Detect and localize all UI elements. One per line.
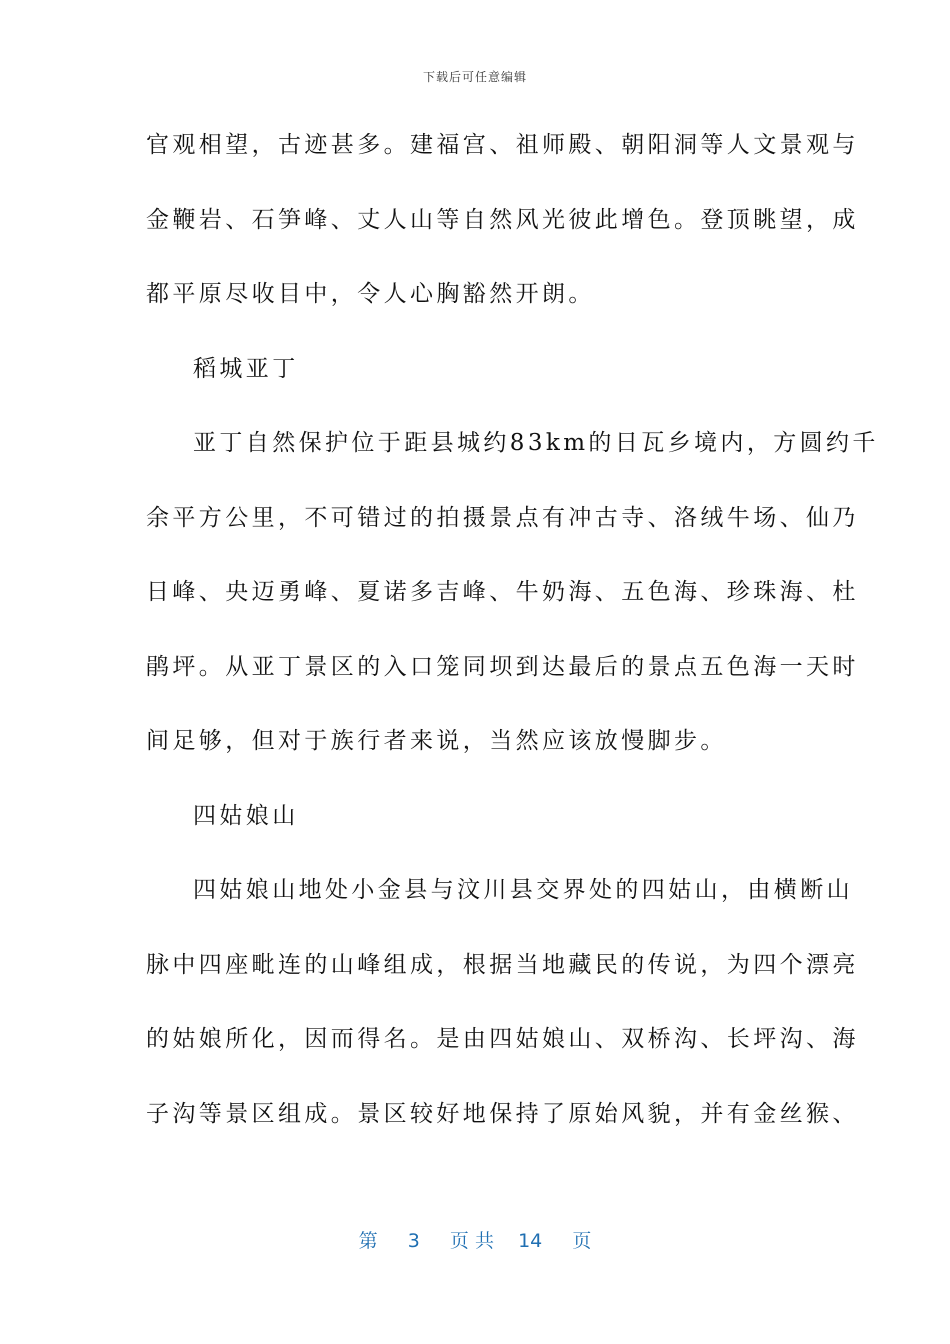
page-footer: [0, 1226, 950, 1253]
paragraph-line: 官观相望，古迹甚多。建福宫、祖师殿、朝阳洞等人文景观与: [146, 132, 859, 158]
footer-total-pages: 14: [518, 1230, 543, 1252]
footer-current-page: 3: [407, 1230, 420, 1252]
footer-suffix: 页: [572, 1230, 592, 1252]
paragraph-line: 脉中四座毗连的山峰组成，根据当地藏民的传说，为四个漂亮: [146, 951, 859, 978]
paragraph-line: 日峰、央迈勇峰、夏诺多吉峰、牛奶海、五色海、珍珠海、杜: [146, 579, 859, 605]
paragraph-line: 四姑娘山地处小金县与汶川县交界处的四姑山，由横断山: [193, 877, 853, 903]
section-heading-siguniang-mountain: 四姑娘山: [193, 802, 299, 829]
footer-prefix: 第: [358, 1230, 378, 1252]
section-heading-daocheng-yading: 稻城亚丁: [193, 355, 299, 382]
paragraph-line: 间足够，但对于族行者来说，当然应该放慢脚步。: [146, 728, 727, 754]
paragraph-line: 金鞭岩、石笋峰、丈人山等自然风光彼此增色。登顶眺望，成: [146, 206, 859, 233]
footer-middle: 页 共: [449, 1230, 494, 1252]
paragraph-line: 子沟等景区组成。景区较好地保持了原始风貌，并有金丝猴、: [146, 1100, 859, 1127]
paragraph-line: 鹃坪。从亚丁景区的入口笼同坝到达最后的景点五色海一天时: [146, 653, 859, 680]
paragraph-line: 亚丁自然保护位于距县城约83km的日瓦乡境内，方圆约千: [193, 430, 879, 456]
paragraph-line: 余平方公里，不可错过的拍摄景点有冲古寺、洛绒牛场、仙乃: [146, 504, 859, 531]
paragraph-line: 都平原尽收目中，令人心胸豁然开朗。: [146, 281, 595, 307]
page-header: 下载后可任意编辑: [422, 70, 527, 84]
paragraph-line: 的姑娘所化，因而得名。是由四姑娘山、双桥沟、长坪沟、海: [146, 1026, 859, 1052]
document-body: [146, 122, 879, 1165]
